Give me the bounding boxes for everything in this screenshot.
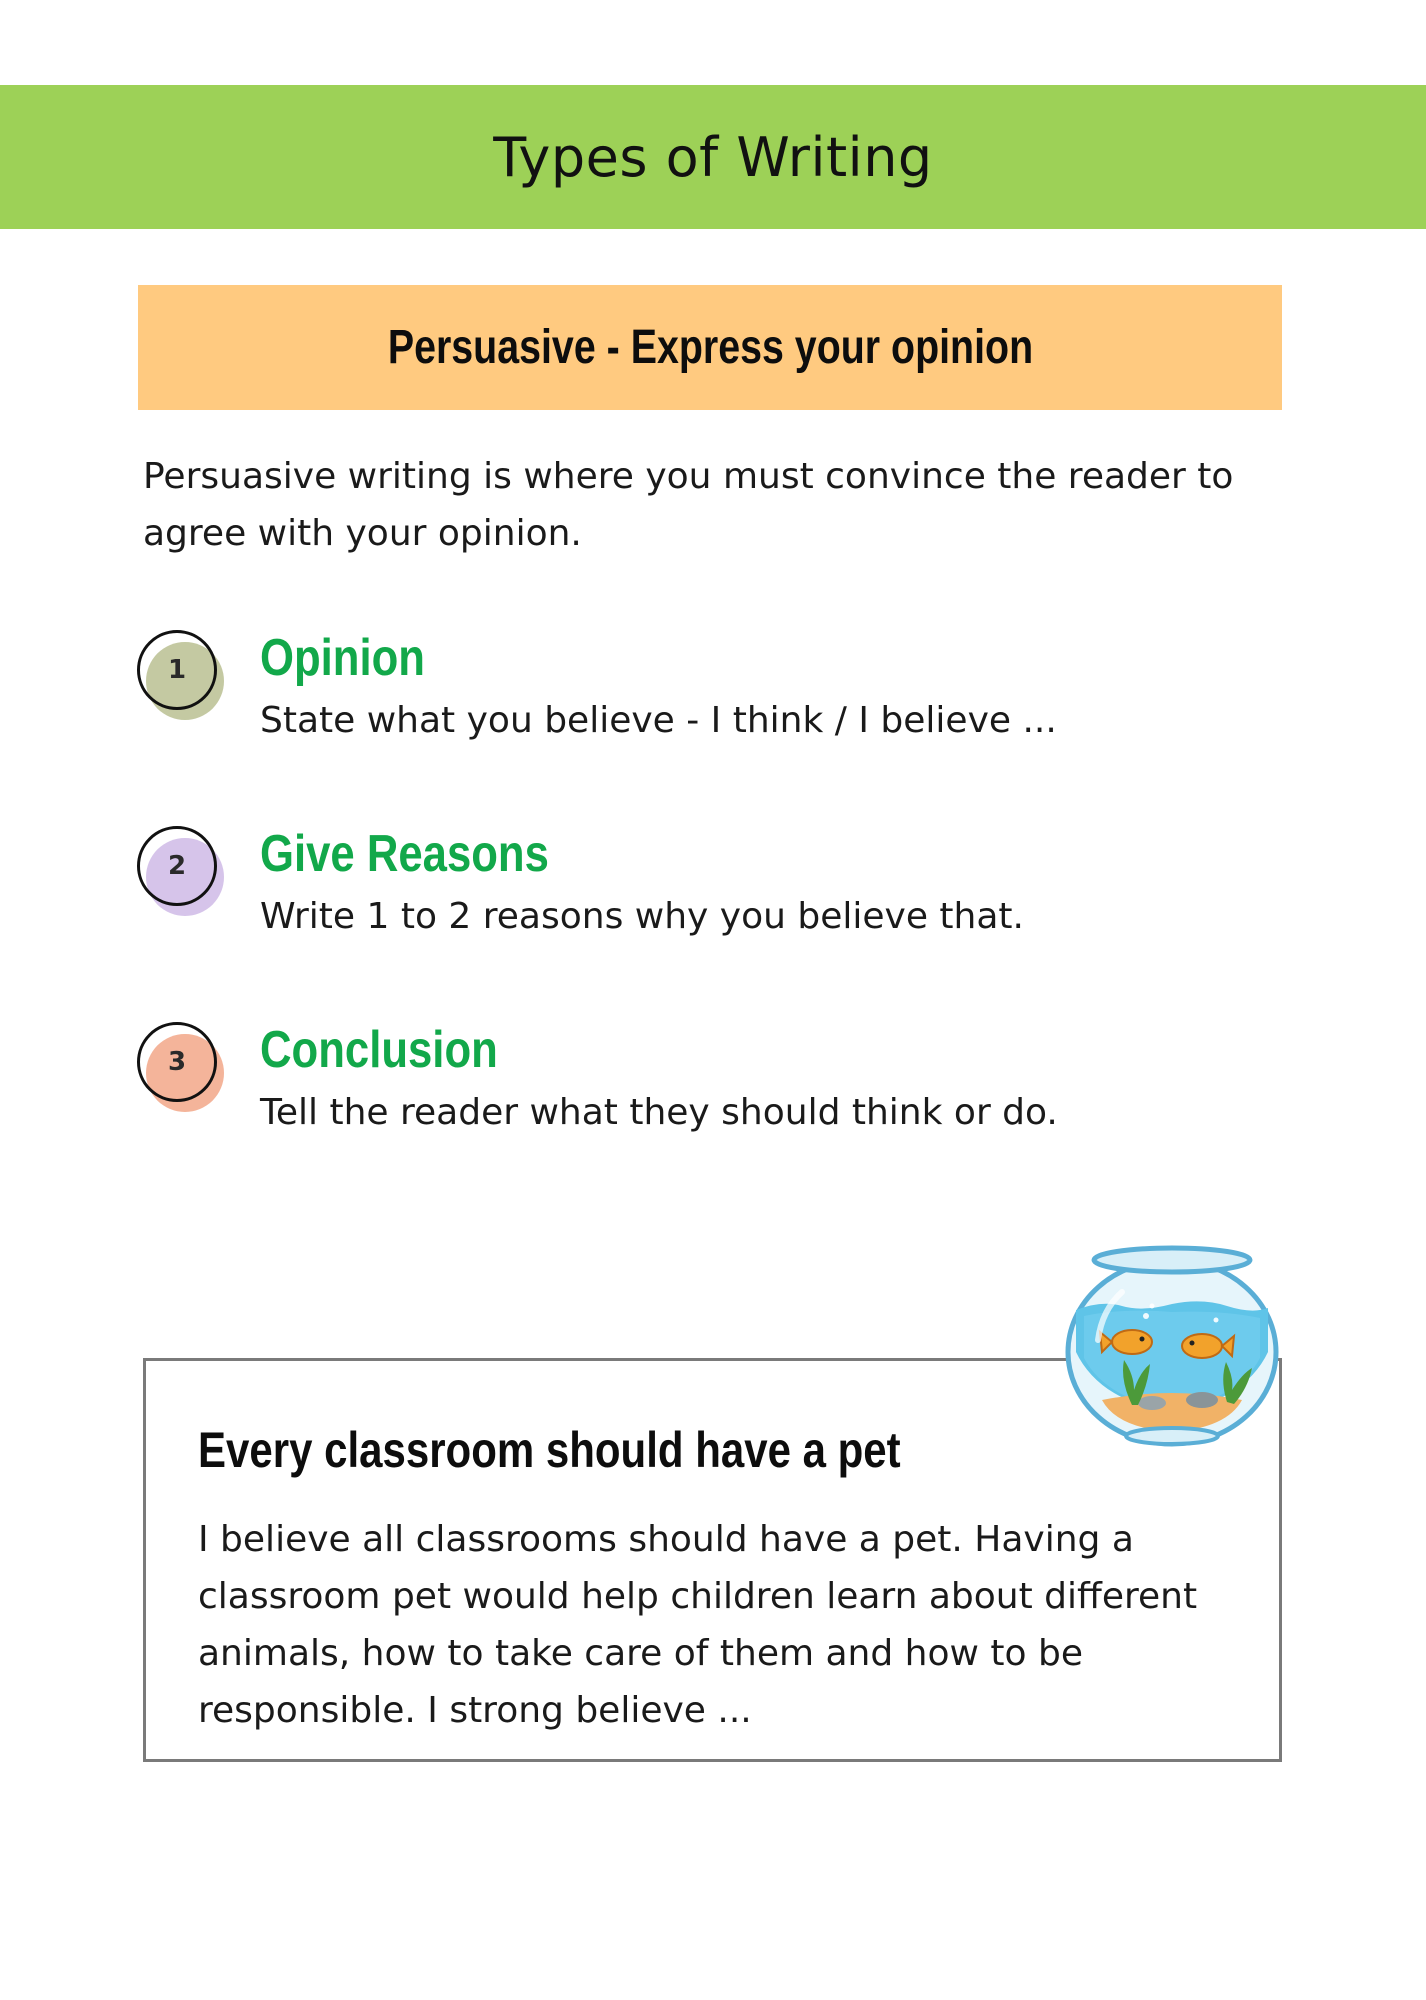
section-title: Persuasive - Express your opinion: [387, 321, 1033, 374]
intro-paragraph: Persuasive writing is where you must convince the reader to agree with your opinion.: [143, 456, 1234, 554]
example-title: Every classroom should have a pet: [198, 1422, 901, 1478]
step-number: 1: [167, 655, 187, 685]
step-badge: [135, 1020, 235, 1120]
badge-ring: [137, 826, 217, 906]
step-description: State what you believe - I think / I believe ...: [260, 700, 1057, 741]
step-description: Write 1 to 2 reasons why you believe that.: [260, 896, 1024, 937]
badge-ring: [137, 630, 217, 710]
step-badge: [135, 628, 235, 728]
step-heading: Give Reasons: [260, 825, 549, 883]
section-banner: [138, 285, 1282, 410]
step-give-reasons: [135, 824, 1285, 964]
step-badge: [135, 824, 235, 924]
step-number: 2: [167, 851, 187, 881]
step-opinion: [135, 628, 1285, 768]
header-bar: [0, 85, 1426, 229]
fishbowl-icon: [1062, 1240, 1282, 1450]
page-title: Types of Writing: [493, 125, 933, 189]
step-heading: Conclusion: [260, 1021, 498, 1079]
step-description: Tell the reader what they should think or do.: [260, 1092, 1058, 1133]
badge-ring: [137, 1022, 217, 1102]
step-number: 3: [167, 1047, 187, 1077]
step-conclusion: [135, 1020, 1285, 1160]
step-heading: Opinion: [260, 629, 425, 687]
example-body: I believe all classrooms should have a pet. Having a classroom pet would help children learn about different animals, how to take care of them and how to be responsible. I strong believe ...: [198, 1519, 1198, 1731]
